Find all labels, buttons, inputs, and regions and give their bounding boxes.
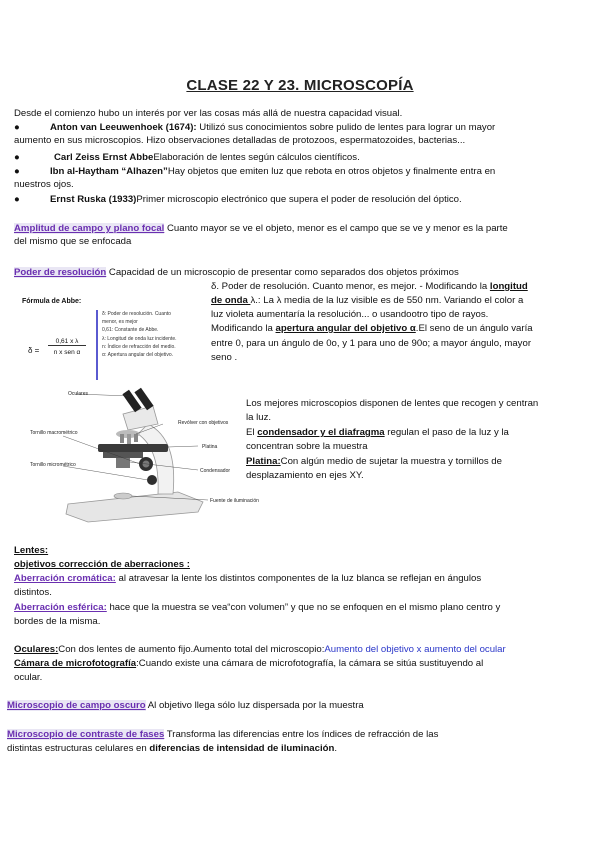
esferica-cont: bordes de la misma. — [14, 616, 101, 627]
bullet-leeuwenhoek-cont: aumento en sus microscopios. Hizo observaciones detalladas de protozoos, espermatozoides, bacterias... — [14, 135, 466, 146]
cromatica-term: Aberración cromática: — [14, 573, 116, 584]
mejores-line2: la luz. — [246, 412, 272, 423]
oculares-term: Oculares: — [14, 644, 59, 655]
bullet-dot: ● — [14, 152, 20, 163]
abbe-legend-item: n: Índice de refracción del medio. — [102, 343, 176, 350]
label-condensador: Condensador — [200, 468, 231, 474]
abbe-legend-item: λ: Longitud de onda luz incidente. — [102, 335, 177, 342]
contraste-text: Transforma las diferencias entre los índices de refracción de las — [164, 729, 439, 740]
poder-line6: seno . — [211, 352, 238, 363]
poder-delta-line — [211, 280, 528, 293]
camara-line — [14, 657, 483, 670]
person-name: Ibn al-Haytham “Alhazen” — [50, 166, 168, 177]
esferica-text: hace que la muestra se vea“con volumen” y que no se enfoquen en el mismo plano centro y — [106, 602, 501, 613]
cromatica-line — [14, 572, 481, 585]
amplitud-cont: del mismo que se enfocada — [14, 236, 132, 247]
camara-text: :Cuando existe una cámara de microfotografía, la cámara se sitúa sustituyendo al — [136, 658, 484, 669]
person-text: Hay objetos que emiten luz que rebota en otros objetos y finalmente entra en — [167, 166, 496, 177]
poder-line3: luz violeta aumentaría la resolución... o usandootro tipo de rayos. — [211, 309, 489, 320]
de-onda-term: de onda — [211, 295, 251, 306]
bullet-dot: ● — [14, 166, 20, 177]
contraste-text2b: . — [334, 743, 338, 754]
abbe-formula-figure — [20, 296, 210, 384]
lentes-subheading: objetivos corrección de aberraciones : — [14, 559, 190, 570]
contraste-line — [7, 728, 438, 741]
abbe-heading: Fórmula de Abbe: — [22, 298, 82, 305]
longitud-term: longitud — [489, 281, 528, 292]
condensador-term: condensador y el diafragma — [257, 427, 385, 438]
el-text: El — [246, 427, 258, 438]
abbe-legend-item: δ: Poder de resolución. Cuanto — [102, 311, 171, 317]
condensador-text: regulan el paso de la luz y la — [384, 427, 509, 438]
cromatica-cont: distintos. — [14, 587, 52, 598]
platina-term: Platina: — [246, 456, 281, 467]
poder-term: Poder de resolución — [14, 267, 107, 278]
bullet-ruska — [14, 193, 462, 206]
contraste-cont — [7, 742, 337, 755]
poder-paragraph — [14, 266, 459, 279]
bullet-zeiss — [14, 151, 360, 164]
person-name: Carl Zeiss Ernst Abbe — [54, 152, 154, 163]
camara-term: Cámara de microfotografía — [14, 658, 137, 669]
contraste-text2a: distintas estructuras celulares en — [7, 743, 150, 754]
poder-line5: entre 0, para un ángulo de 0o, y 1 para uno de 90o; a mayor ángulo, mayor — [211, 338, 532, 349]
platina-text: Con algún medio de sujetar la muestra y tornillos de — [280, 456, 502, 467]
esferica-line — [14, 601, 500, 614]
intro-text: Desde el comienzo hubo un interés por ver las cosas más allá de nuestra capacidad visual. — [14, 108, 403, 119]
oculares-text: Con dos lentes de aumento fijo.Aumento total del microscopio: — [58, 644, 325, 655]
person-text: Primer microscopio electrónico que supera el poder de resolución del óptico. — [136, 194, 462, 205]
person-text: Utilizó sus conocimientos sobre pulido de lentes para lograr un mayor — [196, 122, 496, 133]
abbe-delta: δ = — [28, 346, 40, 355]
campo-oscuro-text: Al objetivo llega sólo luz dispersada por la muestra — [145, 700, 364, 711]
mejores-line4: concentran sobre la muestra — [246, 441, 368, 452]
bullet-alhazen-cont: nuestros ojos. — [14, 179, 74, 190]
poder-apertura-line — [211, 322, 533, 335]
person-name: Anton van Leeuwenhoek (1674): — [50, 122, 197, 133]
esferica-term: Aberración esférica: — [14, 602, 107, 613]
abbe-divider — [96, 310, 98, 380]
amplitud-paragraph — [14, 222, 598, 235]
oculares-highlight: Aumento del objetivo x aumento del ocular — [324, 644, 506, 655]
mod-text: Modificando la — [211, 323, 276, 334]
person-name: Ernst Ruska (1933) — [50, 194, 137, 205]
abbe-legend-item: 0,61: Constante de Abbe. — [102, 327, 159, 334]
abbe-denominator: n x sen α — [53, 349, 81, 356]
label-tornillo-macro: Tornillo macrométrico — [30, 430, 78, 436]
mejores-line1: Los mejores microscopios disponen de lentes que recogen y centran — [246, 398, 539, 409]
label-oculares: Oculares — [68, 391, 89, 397]
bullet-leeuwenhoek — [14, 121, 594, 134]
label-revolver: Revólver con objetivos — [178, 420, 229, 426]
apertura-text: .El seno de un ángulo varía — [415, 323, 533, 334]
cromatica-text: al atravesar la lente los distintos componentes de la luz blanca se reflejan en ángulos — [115, 573, 482, 584]
apertura-term: apertura angular del objetivo α — [275, 323, 416, 334]
bullet-dot: ● — [14, 194, 20, 205]
bullet-dot: ● — [14, 122, 20, 133]
oculares-line — [14, 643, 506, 656]
mejores-platina-line — [246, 455, 502, 468]
poder-lambda-line — [211, 294, 523, 307]
abbe-legend-item: α: Apertura angular del objetivo. — [102, 352, 173, 359]
label-tornillo-micro: Tornillo micrométrico — [30, 462, 76, 468]
poder-text: Capacidad de un microscopio de presentar como separados dos objetos próximos — [106, 267, 459, 278]
campo-oscuro-term: Microscopio de campo oscuro — [7, 700, 146, 711]
amplitud-text: Cuanto mayor se ve el objeto, menor es el campo que se ve y menor es la parte — [164, 223, 508, 234]
camara-cont: ocular. — [14, 672, 43, 683]
abbe-numerator: 0,61 x λ — [48, 338, 86, 346]
lentes-heading: Lentes: — [14, 545, 49, 556]
contraste-bold: diferencias de intensidad de iluminación — [149, 743, 335, 754]
abbe-legend — [102, 310, 177, 359]
lambda-text: λ.: La λ media de la luz visible es de 550 nm. Variando el color a — [250, 295, 524, 306]
abbe-legend-item: menor, es mejor — [102, 319, 138, 326]
page-title: CLASE 22 Y 23. MICROSCOPÍA — [186, 77, 414, 94]
poder-delta-text: δ. Poder de resolución. Cuanto menor, es mejor. - Modificando la — [211, 281, 490, 292]
mejores-condensador-line — [246, 426, 509, 439]
contraste-term: Microscopio de contraste de fases — [7, 729, 165, 740]
mejores-line6: desplazamiento en ejes XY. — [246, 470, 364, 481]
person-text: Elaboración de lentes según cálculos científicos. — [153, 152, 360, 163]
microscope-drawing — [66, 388, 203, 522]
bullet-alhazen — [14, 165, 495, 178]
amplitud-term: Amplitud de campo y plano focal — [14, 223, 165, 234]
label-platina: Platina — [202, 444, 218, 450]
label-fuente: Fuente de iluminación — [210, 498, 259, 504]
campo-oscuro-line — [7, 699, 364, 712]
